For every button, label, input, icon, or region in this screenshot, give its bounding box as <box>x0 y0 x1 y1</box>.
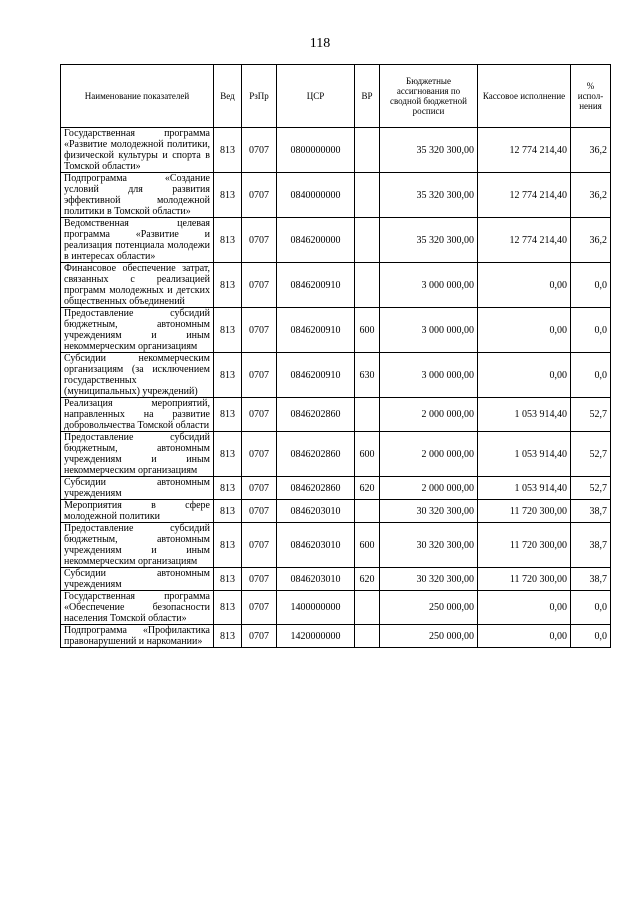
cell-plan: 30 320 300,00 <box>380 523 478 568</box>
cell-rzpr: 0707 <box>242 625 277 648</box>
cell-plan: 250 000,00 <box>380 625 478 648</box>
cell-csr: 0846200910 <box>277 263 355 308</box>
cell-rzpr: 0707 <box>242 523 277 568</box>
cell-fact: 1 053 914,40 <box>478 398 571 432</box>
cell-csr: 1420000000 <box>277 625 355 648</box>
table-row <box>61 477 611 500</box>
table-row <box>61 398 611 432</box>
table-header <box>61 65 611 128</box>
cell-fact: 11 720 300,00 <box>478 500 571 523</box>
cell-fact: 12 774 214,40 <box>478 173 571 218</box>
table-row <box>61 128 611 173</box>
cell-ved: 813 <box>214 477 242 500</box>
cell-name: Ведомственная целевая программа «Развитие и реализация потенциала молодежи в интересах области» <box>61 218 214 263</box>
cell-vr <box>355 173 380 218</box>
cell-pct: 0,0 <box>571 308 611 353</box>
cell-vr: 620 <box>355 477 380 500</box>
table-row <box>61 591 611 625</box>
cell-fact: 11 720 300,00 <box>478 568 571 591</box>
cell-pct: 52,7 <box>571 398 611 432</box>
cell-pct: 0,0 <box>571 353 611 398</box>
cell-ved: 813 <box>214 218 242 263</box>
header-csr: ЦСР <box>277 65 355 128</box>
cell-csr: 1400000000 <box>277 591 355 625</box>
cell-pct: 38,7 <box>571 500 611 523</box>
cell-rzpr: 0707 <box>242 477 277 500</box>
cell-csr: 0846200000 <box>277 218 355 263</box>
cell-plan: 35 320 300,00 <box>380 218 478 263</box>
cell-vr <box>355 591 380 625</box>
cell-pct: 36,2 <box>571 173 611 218</box>
table-row <box>61 263 611 308</box>
cell-ved: 813 <box>214 625 242 648</box>
cell-name: Субсидии некоммерческим организациям (за исключением государственных (муниципальных) учреждений) <box>61 353 214 398</box>
cell-fact: 1 053 914,40 <box>478 477 571 500</box>
cell-ved: 813 <box>214 128 242 173</box>
cell-csr: 0846203010 <box>277 523 355 568</box>
cell-vr <box>355 625 380 648</box>
cell-fact: 0,00 <box>478 591 571 625</box>
budget-table <box>60 64 611 648</box>
cell-rzpr: 0707 <box>242 568 277 591</box>
cell-vr: 600 <box>355 308 380 353</box>
cell-ved: 813 <box>214 591 242 625</box>
table-row <box>61 625 611 648</box>
cell-rzpr: 0707 <box>242 308 277 353</box>
cell-plan: 3 000 000,00 <box>380 263 478 308</box>
cell-vr: 620 <box>355 568 380 591</box>
cell-name: Предоставление субсидий бюджетным, автономным учреждениям и иным некоммерческим организациям <box>61 308 214 353</box>
cell-vr: 630 <box>355 353 380 398</box>
cell-plan: 3 000 000,00 <box>380 308 478 353</box>
page-number: 118 <box>309 36 331 51</box>
cell-csr: 0846200910 <box>277 353 355 398</box>
cell-pct: 36,2 <box>571 128 611 173</box>
cell-name: Финансовое обеспечение затрат, связанных с реализацией программ молодежных и детских общественных объединений <box>61 263 214 308</box>
header-plan: Бюджетные ассигнования по сводной бюджетной росписи <box>380 65 478 128</box>
cell-name: Мероприятия в сфере молодежной политики <box>61 500 214 523</box>
cell-rzpr: 0707 <box>242 128 277 173</box>
table-row <box>61 432 611 477</box>
cell-vr: 600 <box>355 523 380 568</box>
table-row <box>61 218 611 263</box>
cell-csr: 0800000000 <box>277 128 355 173</box>
cell-plan: 3 000 000,00 <box>380 353 478 398</box>
cell-plan: 2 000 000,00 <box>380 398 478 432</box>
table-row <box>61 568 611 591</box>
cell-name: Предоставление субсидий бюджетным, автономным учреждениям и иным некоммерческим организациям <box>61 432 214 477</box>
header-name: Наименование показателей <box>61 65 214 128</box>
cell-plan: 30 320 300,00 <box>380 500 478 523</box>
header-ved: Вед <box>214 65 242 128</box>
cell-csr: 0846203010 <box>277 568 355 591</box>
cell-pct: 38,7 <box>571 568 611 591</box>
header-row <box>61 65 611 128</box>
cell-fact: 12 774 214,40 <box>478 128 571 173</box>
cell-name: Субсидии автономным учреждениям <box>61 477 214 500</box>
cell-ved: 813 <box>214 432 242 477</box>
cell-csr: 0846203010 <box>277 500 355 523</box>
table-row <box>61 523 611 568</box>
cell-fact: 1 053 914,40 <box>478 432 571 477</box>
cell-fact: 12 774 214,40 <box>478 218 571 263</box>
table-row <box>61 173 611 218</box>
cell-plan: 2 000 000,00 <box>380 432 478 477</box>
cell-csr: 0846202860 <box>277 477 355 500</box>
cell-plan: 2 000 000,00 <box>380 477 478 500</box>
cell-pct: 0,0 <box>571 591 611 625</box>
cell-vr <box>355 218 380 263</box>
cell-vr <box>355 398 380 432</box>
cell-rzpr: 0707 <box>242 218 277 263</box>
cell-ved: 813 <box>214 173 242 218</box>
cell-csr: 0846202860 <box>277 432 355 477</box>
cell-ved: 813 <box>214 568 242 591</box>
cell-plan: 35 320 300,00 <box>380 173 478 218</box>
cell-name: Государственная программа «Обеспечение безопасности населения Томской области» <box>61 591 214 625</box>
header-vr: ВР <box>355 65 380 128</box>
cell-rzpr: 0707 <box>242 500 277 523</box>
cell-vr <box>355 500 380 523</box>
cell-rzpr: 0707 <box>242 591 277 625</box>
cell-ved: 813 <box>214 353 242 398</box>
cell-pct: 0,0 <box>571 263 611 308</box>
cell-rzpr: 0707 <box>242 398 277 432</box>
cell-csr: 0846202860 <box>277 398 355 432</box>
header-rzpr: РзПр <box>242 65 277 128</box>
cell-rzpr: 0707 <box>242 353 277 398</box>
cell-ved: 813 <box>214 500 242 523</box>
table-row <box>61 500 611 523</box>
cell-fact: 0,00 <box>478 353 571 398</box>
cell-name: Субсидии автономным учреждениям <box>61 568 214 591</box>
cell-pct: 52,7 <box>571 477 611 500</box>
cell-name: Государственная программа «Развитие молодежной политики, физической культуры и спорта в Томской области» <box>61 128 214 173</box>
table-row <box>61 308 611 353</box>
cell-vr <box>355 128 380 173</box>
cell-rzpr: 0707 <box>242 173 277 218</box>
cell-rzpr: 0707 <box>242 432 277 477</box>
cell-ved: 813 <box>214 263 242 308</box>
cell-plan: 35 320 300,00 <box>380 128 478 173</box>
cell-pct: 38,7 <box>571 523 611 568</box>
cell-fact: 0,00 <box>478 625 571 648</box>
cell-fact: 0,00 <box>478 263 571 308</box>
header-pct: % испол-нения <box>571 65 611 128</box>
cell-csr: 0846200910 <box>277 308 355 353</box>
cell-rzpr: 0707 <box>242 263 277 308</box>
cell-ved: 813 <box>214 308 242 353</box>
cell-fact: 0,00 <box>478 308 571 353</box>
table-body <box>61 128 611 648</box>
cell-ved: 813 <box>214 398 242 432</box>
cell-name: Предоставление субсидий бюджетным, автономным учреждениям и иным некоммерческим организациям <box>61 523 214 568</box>
cell-name: Подпрограмма «Создание условий для развития эффективной молодежной политики в Томской области» <box>61 173 214 218</box>
cell-plan: 250 000,00 <box>380 591 478 625</box>
cell-ved: 813 <box>214 523 242 568</box>
cell-pct: 52,7 <box>571 432 611 477</box>
cell-name: Реализация мероприятий, направленных на развитие добровольчества Томской области <box>61 398 214 432</box>
cell-name: Подпрограмма «Профилактика правонарушений и наркомании» <box>61 625 214 648</box>
cell-fact: 11 720 300,00 <box>478 523 571 568</box>
cell-vr: 600 <box>355 432 380 477</box>
cell-vr <box>355 263 380 308</box>
table-row <box>61 353 611 398</box>
cell-csr: 0840000000 <box>277 173 355 218</box>
cell-plan: 30 320 300,00 <box>380 568 478 591</box>
cell-pct: 0,0 <box>571 625 611 648</box>
header-fact: Кассовое исполнение <box>478 65 571 128</box>
cell-pct: 36,2 <box>571 218 611 263</box>
